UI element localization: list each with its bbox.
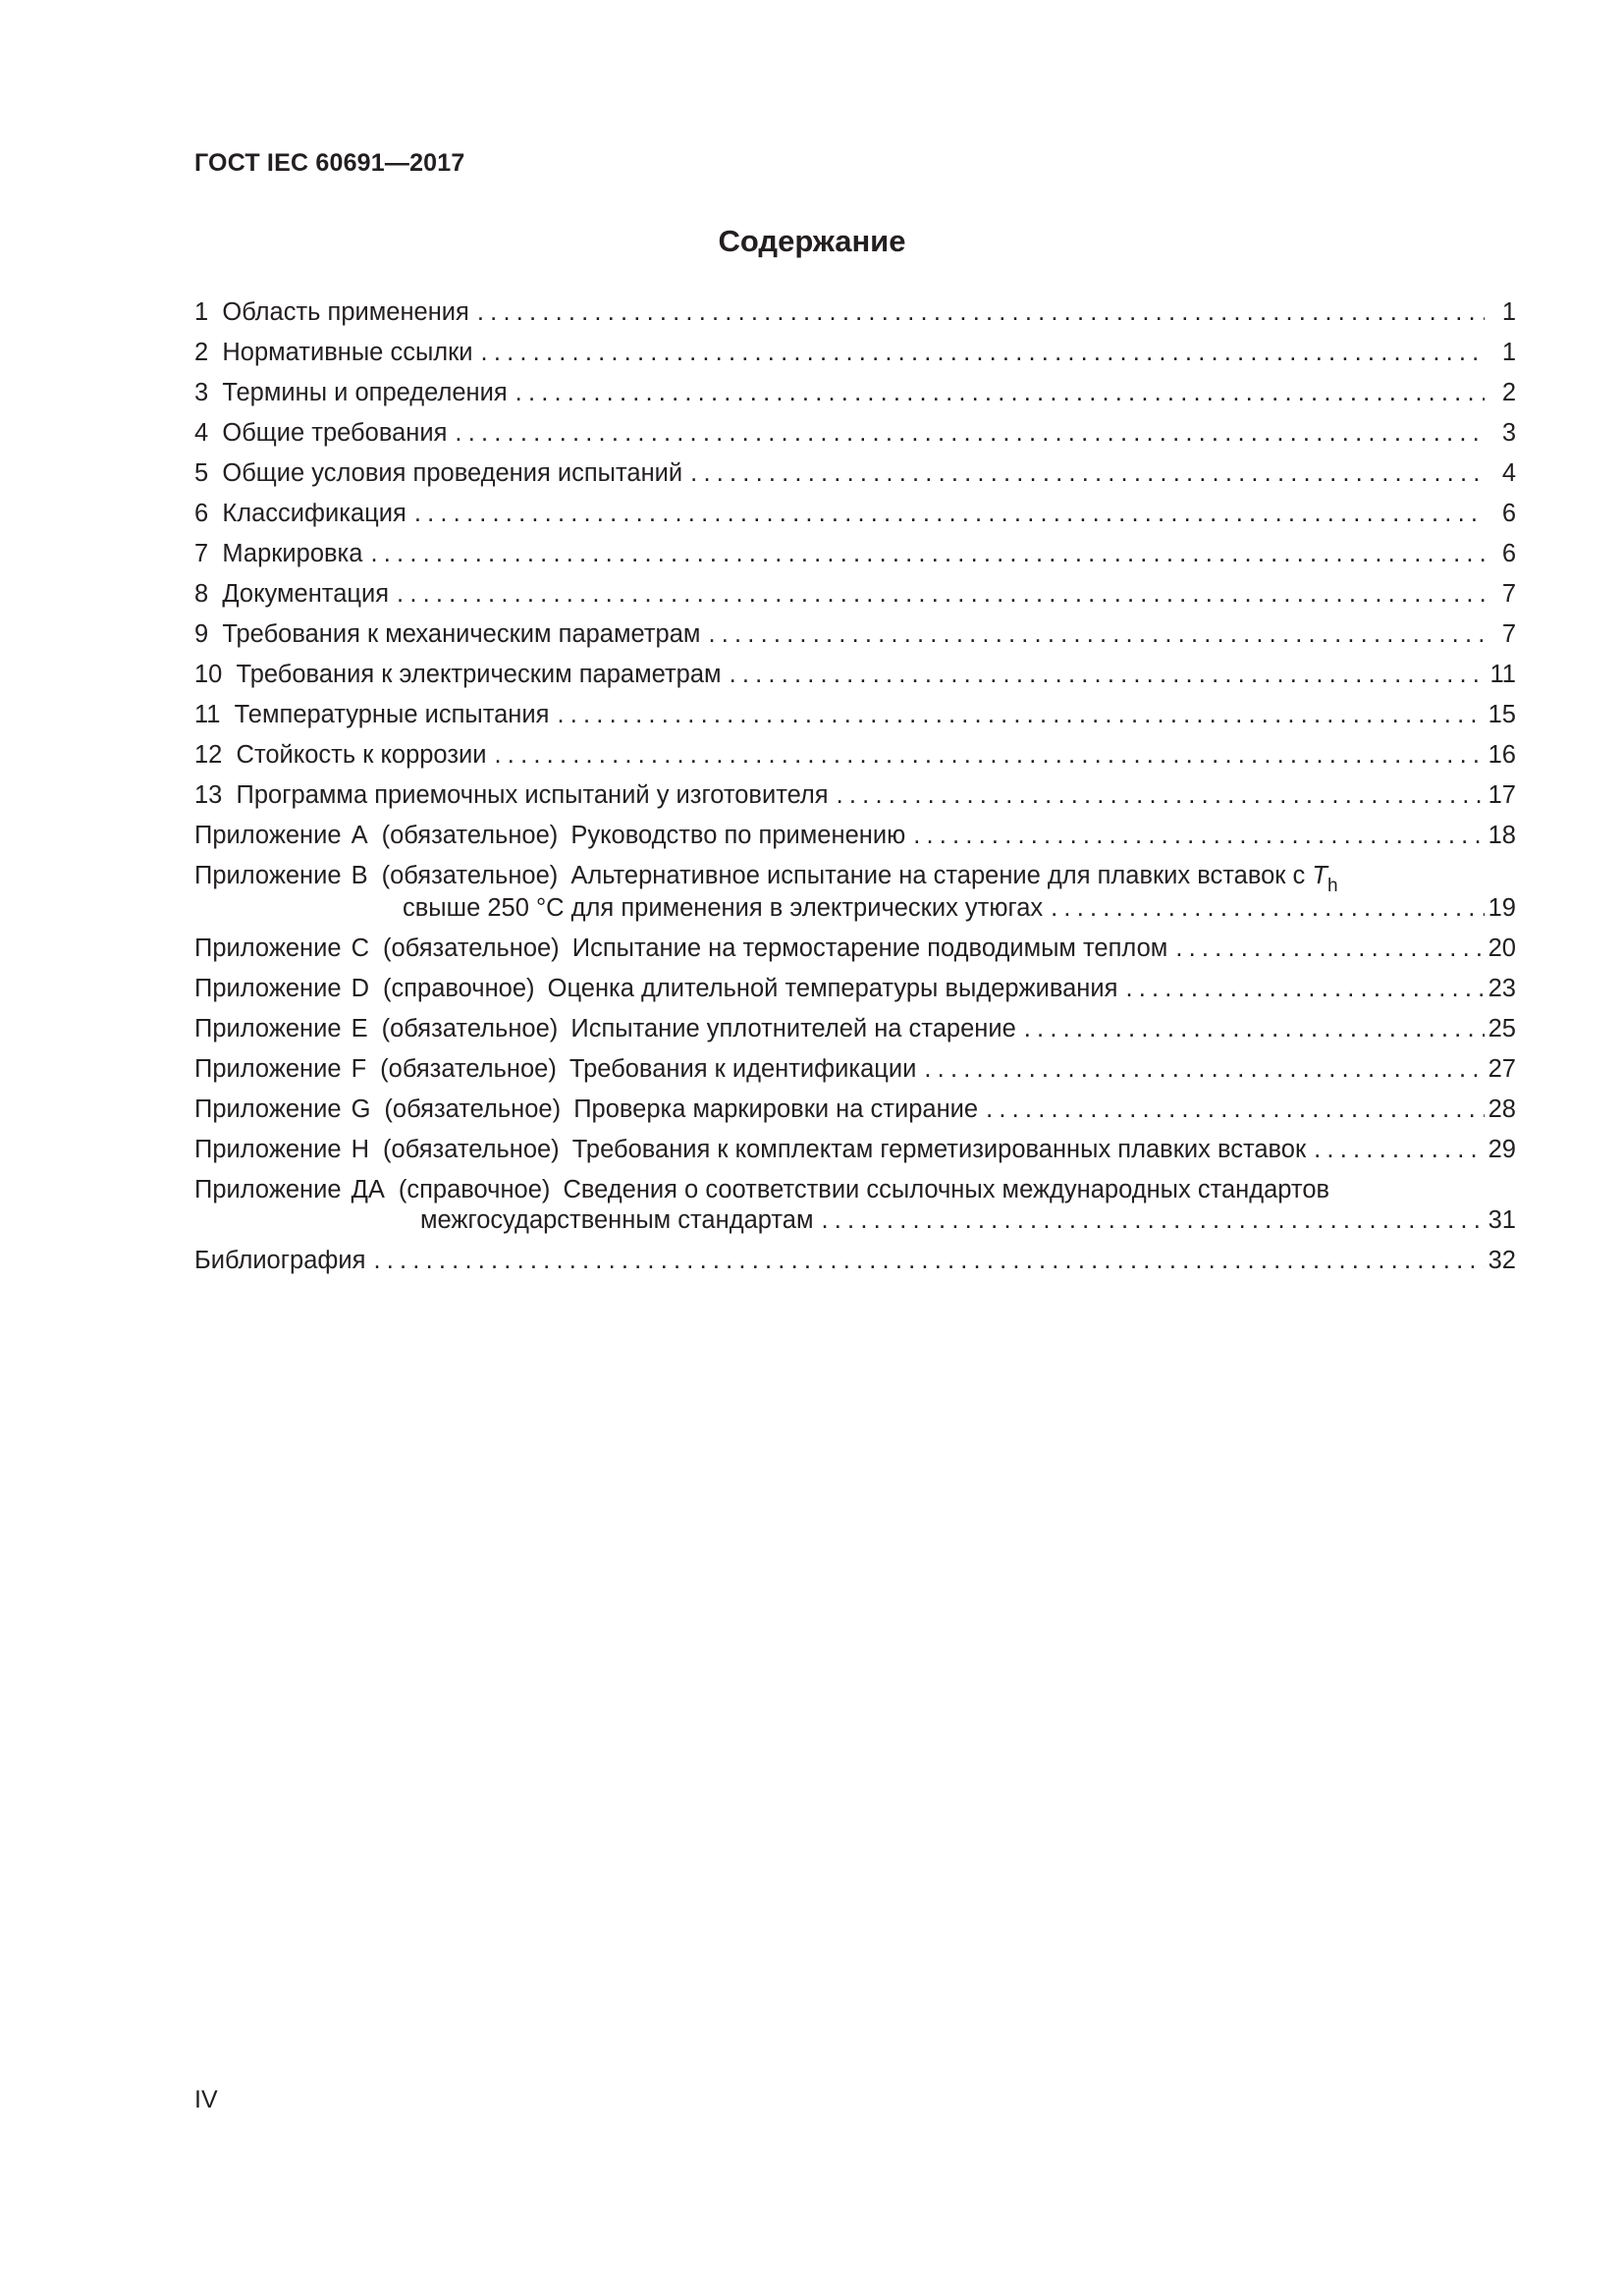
- toc-page-number: 7: [1501, 580, 1516, 608]
- annex-letter: B: [351, 862, 368, 889]
- toc-page-number: 28: [1488, 1095, 1516, 1123]
- annex-type: (обязательное): [384, 1095, 562, 1123]
- toc-page-number: 3: [1501, 419, 1516, 447]
- toc-annex-d[interactable]: [194, 974, 1516, 1004]
- toc-page-number: 32: [1488, 1247, 1516, 1274]
- page-number-footer: IV: [194, 2086, 218, 2113]
- annex-title-line2: свыше 250 °C для применения в электрических утюгах: [403, 894, 1044, 922]
- toc-entry-5[interactable]: [194, 458, 1516, 489]
- toc-entry-12[interactable]: [194, 740, 1516, 771]
- annex-title: Испытание уплотнителей на старение: [570, 1015, 1016, 1042]
- toc-entry-13[interactable]: [194, 780, 1516, 811]
- toc-bibliography[interactable]: [194, 1246, 1516, 1276]
- toc-entry-3[interactable]: [194, 378, 1516, 408]
- toc-page-number: 25: [1488, 1015, 1516, 1042]
- annex-type: (обязательное): [381, 862, 559, 889]
- toc-entry-7[interactable]: [194, 539, 1516, 569]
- toc-entry-title: Температурные испытания: [234, 701, 550, 728]
- toc-annex-e[interactable]: [194, 1014, 1516, 1044]
- toc-page-number: 15: [1488, 701, 1516, 728]
- toc-page-number: 1: [1501, 339, 1516, 366]
- annex-letter: C: [351, 934, 369, 962]
- toc-entry-number: 5: [194, 459, 209, 487]
- table-of-contents: [194, 297, 1516, 1286]
- toc-page-number: 2: [1501, 379, 1516, 406]
- toc-entry-title: Область применения: [222, 298, 469, 326]
- dot-leader: [1175, 934, 1485, 964]
- toc-entry-8[interactable]: [194, 579, 1516, 610]
- annex-type: (обязательное): [380, 1055, 557, 1083]
- annex-letter: A: [351, 822, 368, 849]
- toc-annex-a[interactable]: [194, 821, 1516, 851]
- dot-leader: [730, 660, 1485, 690]
- dot-leader: [557, 700, 1485, 730]
- toc-entry-number: 6: [194, 500, 209, 527]
- toc-page-number: 19: [1488, 894, 1516, 922]
- toc-page-number: 29: [1488, 1136, 1516, 1163]
- dot-leader: [821, 1205, 1485, 1236]
- toc-entry-2[interactable]: [194, 338, 1516, 368]
- dot-leader: [373, 1246, 1485, 1276]
- toc-page-number: 6: [1501, 500, 1516, 527]
- dot-leader: [1024, 1014, 1485, 1044]
- dot-leader: [708, 619, 1485, 650]
- annex-letter: E: [351, 1015, 368, 1042]
- toc-entry-number: 3: [194, 379, 209, 406]
- toc-entry-number: 8: [194, 580, 209, 608]
- annex-label: Приложение: [194, 934, 342, 962]
- toc-entry-6[interactable]: [194, 499, 1516, 529]
- toc-annex-g[interactable]: [194, 1095, 1516, 1125]
- toc-annex-h[interactable]: [194, 1135, 1516, 1165]
- dot-leader: [477, 297, 1485, 328]
- annex-type: (обязательное): [381, 1015, 559, 1042]
- dot-leader: [481, 338, 1485, 368]
- toc-page-number: 27: [1488, 1055, 1516, 1083]
- toc-page-number: 18: [1488, 822, 1516, 849]
- standard-code-header: ГОСТ IEC 60691—2017: [194, 149, 465, 177]
- annex-letter: F: [351, 1055, 367, 1083]
- annex-type: (справочное): [383, 975, 535, 1002]
- annex-label: Приложение: [194, 1055, 342, 1083]
- temperature-symbol: T: [1312, 862, 1327, 889]
- annex-letter: H: [351, 1136, 369, 1163]
- toc-page-number: 31: [1488, 1206, 1516, 1234]
- toc-page-number: 20: [1488, 934, 1516, 962]
- dot-leader: [370, 539, 1485, 569]
- annex-title: Оценка длительной температуры выдерживания: [547, 975, 1118, 1002]
- annex-title: Руководство по применению: [570, 822, 906, 849]
- toc-page-number: 6: [1501, 540, 1516, 567]
- annex-type: (обязательное): [383, 934, 560, 962]
- toc-entry-title: Классификация: [222, 500, 406, 527]
- annex-letter: ДА: [351, 1176, 385, 1203]
- toc-entry-1[interactable]: [194, 297, 1516, 328]
- dot-leader: [397, 579, 1485, 610]
- toc-entry-number: 4: [194, 419, 209, 447]
- dot-leader: [414, 499, 1485, 529]
- toc-entry-title: Общие условия проведения испытаний: [222, 459, 683, 487]
- annex-label: Приложение: [194, 1095, 342, 1123]
- toc-entry-title: Требования к механическим параметрам: [222, 620, 701, 648]
- toc-entry-4[interactable]: [194, 418, 1516, 449]
- dot-leader: [455, 418, 1485, 449]
- dot-leader: [515, 378, 1485, 408]
- dot-leader: [837, 780, 1485, 811]
- toc-entry-11[interactable]: [194, 700, 1516, 730]
- annex-type: (справочное): [398, 1176, 551, 1203]
- annex-title: Проверка маркировки на стирание: [573, 1095, 979, 1123]
- toc-entry-title: Маркировка: [222, 540, 363, 567]
- annex-label: Приложение: [194, 1176, 342, 1203]
- annex-type: (обязательное): [381, 822, 559, 849]
- annex-title: Требования к комплектам герметизированных плавких вставок: [571, 1136, 1307, 1163]
- dot-leader: [1314, 1135, 1485, 1165]
- toc-annex-c[interactable]: [194, 934, 1516, 964]
- temperature-symbol-subscript: h: [1326, 876, 1338, 896]
- toc-entry-title: Программа приемочных испытаний у изготовителя: [236, 781, 829, 809]
- toc-entry-number: 11: [194, 701, 221, 728]
- annex-letter: D: [351, 975, 369, 1002]
- toc-entry-number: 7: [194, 540, 209, 567]
- annex-label: Приложение: [194, 822, 342, 849]
- toc-entry-number: 1: [194, 298, 209, 326]
- toc-entry-title: Документация: [222, 580, 390, 608]
- toc-entry-number: 10: [194, 661, 223, 688]
- toc-page-number: 17: [1488, 781, 1516, 809]
- bibliography-title: Библиография: [194, 1247, 366, 1274]
- toc-entry-title: Термины и определения: [222, 379, 508, 406]
- annex-title-line1: Альтернативное испытание на старение для плавких вставок с: [570, 862, 1306, 889]
- annex-label: Приложение: [194, 975, 342, 1002]
- toc-annex-da[interactable]: [194, 1175, 1516, 1236]
- annex-label: Приложение: [194, 1136, 342, 1163]
- dot-leader: [924, 1054, 1485, 1085]
- toc-entry-number: 12: [194, 741, 223, 769]
- toc-entry-10[interactable]: [194, 660, 1516, 690]
- dot-leader: [913, 821, 1485, 851]
- dot-leader: [690, 458, 1485, 489]
- toc-entry-title: Требования к электрическим параметрам: [236, 661, 722, 688]
- toc-entry-number: 13: [194, 781, 223, 809]
- annex-title: Испытание на термостарение подводимым теплом: [571, 934, 1168, 962]
- toc-page-number: 7: [1501, 620, 1516, 648]
- annex-label: Приложение: [194, 862, 342, 889]
- toc-annex-f[interactable]: [194, 1054, 1516, 1085]
- toc-annex-b[interactable]: [194, 861, 1516, 924]
- toc-entry-number: 9: [194, 620, 209, 648]
- toc-page-number: 11: [1489, 661, 1516, 688]
- toc-entry-title: Общие требования: [222, 419, 448, 447]
- toc-entry-title: Нормативные ссылки: [222, 339, 473, 366]
- toc-page-number: 1: [1501, 298, 1516, 326]
- dot-leader: [986, 1095, 1485, 1125]
- toc-page-number: 16: [1488, 741, 1516, 769]
- page-title: Содержание: [718, 224, 906, 258]
- annex-title-line2: межгосударственным стандартам: [420, 1206, 814, 1234]
- annex-letter: G: [351, 1095, 371, 1123]
- annex-title: Требования к идентификации: [568, 1055, 917, 1083]
- toc-page-number: 4: [1501, 459, 1516, 487]
- annex-type: (обязательное): [383, 1136, 560, 1163]
- toc-entry-9[interactable]: [194, 619, 1516, 650]
- dot-leader: [1125, 974, 1485, 1004]
- dot-leader: [1051, 893, 1485, 924]
- annex-label: Приложение: [194, 1015, 342, 1042]
- dot-leader: [495, 740, 1485, 771]
- toc-entry-title: Стойкость к коррозии: [236, 741, 487, 769]
- toc-entry-number: 2: [194, 339, 209, 366]
- toc-page-number: 23: [1488, 975, 1516, 1002]
- annex-title-line1: Сведения о соответствии ссылочных международных стандартов: [563, 1176, 1330, 1203]
